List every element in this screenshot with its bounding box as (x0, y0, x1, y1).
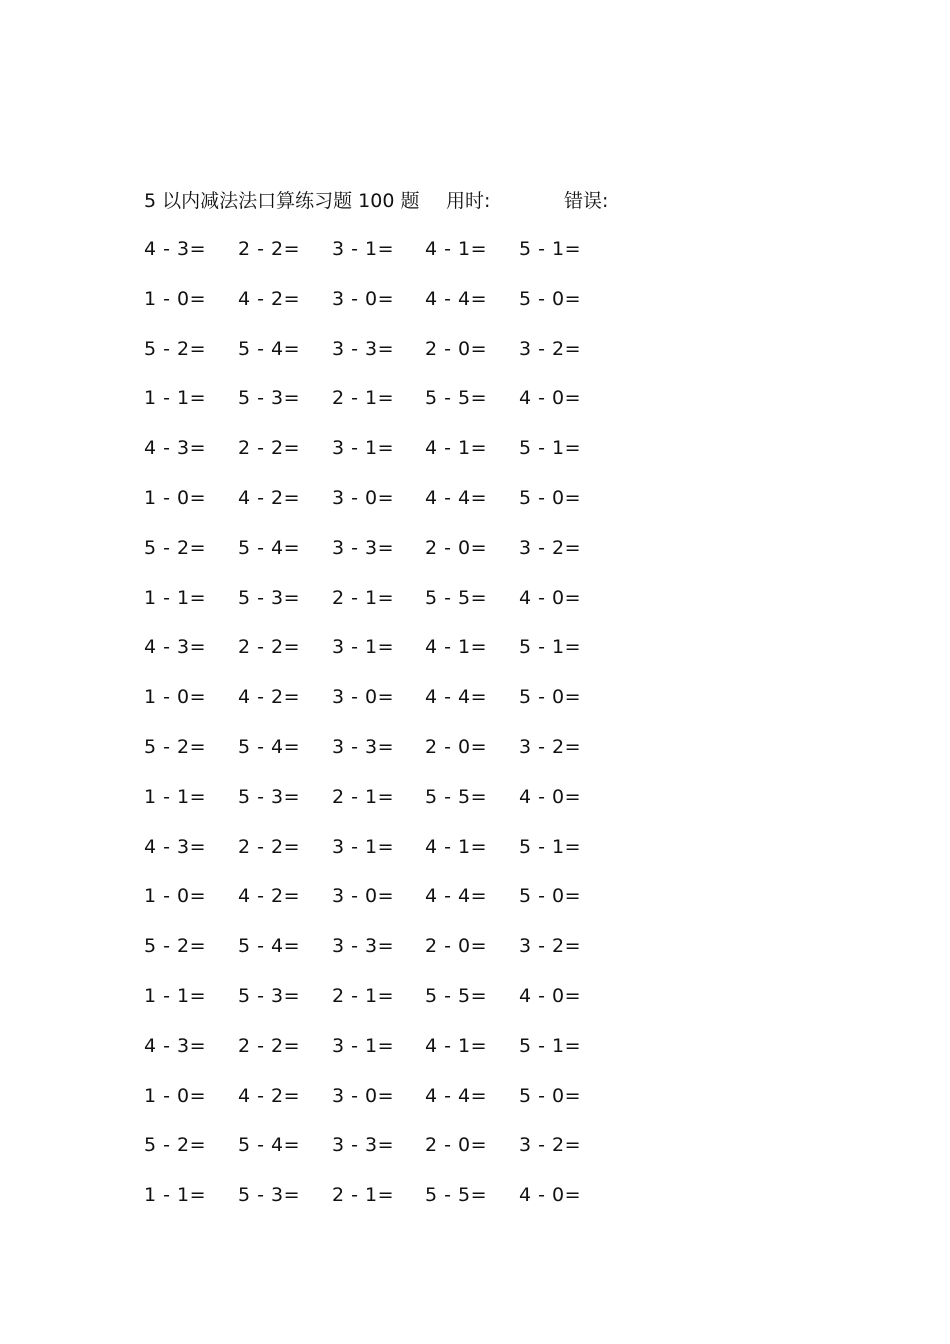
problem-row (144, 433, 644, 483)
subtraction-problem: 5 - 0= (519, 486, 582, 509)
subtraction-problem: 3 - 1= (332, 835, 395, 858)
problem-row (144, 284, 644, 334)
subtraction-problem: 5 - 3= (238, 984, 301, 1007)
subtraction-problem: 5 - 1= (519, 437, 582, 460)
problem-row (144, 931, 644, 981)
problem-row (144, 1081, 644, 1131)
time-used-label: 用时: (446, 190, 491, 212)
subtraction-problem: 5 - 3= (238, 586, 301, 609)
subtraction-problem: 5 - 2= (144, 735, 207, 758)
subtraction-problem: 3 - 3= (332, 536, 395, 559)
subtraction-problem: 5 - 5= (425, 984, 488, 1007)
subtraction-problem: 3 - 2= (519, 337, 582, 360)
subtraction-problem: 3 - 2= (519, 1134, 582, 1157)
worksheet-title: 5 以内减法法口算练习题 100 题 (144, 190, 420, 212)
problem-row (144, 832, 644, 882)
subtraction-problem: 1 - 1= (144, 984, 207, 1007)
subtraction-problem: 2 - 1= (332, 1184, 395, 1207)
subtraction-problem: 4 - 3= (144, 835, 207, 858)
subtraction-problem: 5 - 0= (519, 287, 582, 310)
subtraction-problem: 1 - 1= (144, 387, 207, 410)
subtraction-problem: 3 - 1= (332, 238, 395, 260)
subtraction-problem: 1 - 0= (144, 1084, 207, 1107)
subtraction-problem: 1 - 0= (144, 686, 207, 709)
subtraction-problem: 4 - 2= (238, 1084, 301, 1107)
subtraction-problem: 4 - 3= (144, 636, 207, 659)
problem-row (144, 334, 644, 384)
subtraction-problem: 4 - 2= (238, 287, 301, 310)
subtraction-problem: 3 - 2= (519, 735, 582, 758)
subtraction-problem: 2 - 0= (425, 735, 488, 758)
subtraction-problem: 4 - 3= (144, 437, 207, 460)
subtraction-problem: 1 - 0= (144, 287, 207, 310)
subtraction-problem: 2 - 0= (425, 1134, 488, 1157)
subtraction-problem: 4 - 4= (425, 486, 488, 509)
subtraction-problem: 4 - 4= (425, 885, 488, 908)
subtraction-problem: 4 - 2= (238, 885, 301, 908)
subtraction-problem: 4 - 4= (425, 1084, 488, 1107)
subtraction-problem: 4 - 1= (425, 636, 488, 659)
subtraction-problem: 4 - 3= (144, 238, 207, 260)
problem-row (144, 234, 644, 284)
subtraction-problem: 3 - 0= (332, 287, 395, 310)
subtraction-problem: 4 - 0= (519, 387, 582, 410)
subtraction-problem: 4 - 1= (425, 1034, 488, 1057)
subtraction-problem: 4 - 4= (425, 287, 488, 310)
subtraction-problem: 2 - 0= (425, 935, 488, 958)
subtraction-problem: 2 - 1= (332, 586, 395, 609)
subtraction-problem: 3 - 0= (332, 686, 395, 709)
subtraction-problem: 4 - 1= (425, 238, 488, 260)
subtraction-problem: 1 - 0= (144, 885, 207, 908)
subtraction-problem: 5 - 1= (519, 636, 582, 659)
subtraction-problem: 4 - 2= (238, 686, 301, 709)
subtraction-problem: 2 - 2= (238, 437, 301, 460)
subtraction-problem: 1 - 1= (144, 785, 207, 808)
problem-row (144, 1031, 644, 1081)
problem-row (144, 732, 644, 782)
subtraction-problem: 3 - 1= (332, 636, 395, 659)
subtraction-problem: 4 - 0= (519, 1184, 582, 1207)
problem-row (144, 782, 644, 832)
problem-row (144, 632, 644, 682)
subtraction-problem: 5 - 1= (519, 238, 582, 260)
subtraction-problem: 4 - 2= (238, 486, 301, 509)
subtraction-problem: 3 - 3= (332, 337, 395, 360)
subtraction-problem: 1 - 1= (144, 1184, 207, 1207)
subtraction-problem: 3 - 1= (332, 437, 395, 460)
problem-row (144, 981, 644, 1031)
subtraction-problem: 2 - 2= (238, 835, 301, 858)
subtraction-problem: 5 - 4= (238, 536, 301, 559)
subtraction-problem: 5 - 4= (238, 735, 301, 758)
subtraction-problem: 3 - 3= (332, 935, 395, 958)
subtraction-problem: 5 - 1= (519, 835, 582, 858)
subtraction-problem: 1 - 0= (144, 486, 207, 509)
subtraction-problem: 4 - 1= (425, 437, 488, 460)
errors-label: 错误: (564, 190, 609, 212)
subtraction-problem: 5 - 5= (425, 586, 488, 609)
subtraction-problem: 3 - 3= (332, 735, 395, 758)
subtraction-problem: 2 - 2= (238, 636, 301, 659)
subtraction-problem: 4 - 1= (425, 835, 488, 858)
subtraction-problem: 2 - 0= (425, 536, 488, 559)
subtraction-problem: 2 - 0= (425, 337, 488, 360)
problem-row (144, 1130, 644, 1180)
subtraction-problem: 5 - 3= (238, 387, 301, 410)
problem-row (144, 383, 644, 433)
subtraction-problem: 1 - 1= (144, 586, 207, 609)
subtraction-problem: 4 - 4= (425, 686, 488, 709)
subtraction-problem: 5 - 2= (144, 337, 207, 360)
subtraction-problem: 4 - 0= (519, 984, 582, 1007)
subtraction-problem: 5 - 5= (425, 387, 488, 410)
subtraction-problem: 5 - 5= (425, 785, 488, 808)
subtraction-problem: 2 - 2= (238, 1034, 301, 1057)
subtraction-problem: 5 - 2= (144, 1134, 207, 1157)
subtraction-problem: 5 - 1= (519, 1034, 582, 1057)
subtraction-problem: 2 - 1= (332, 785, 395, 808)
subtraction-problem: 5 - 3= (238, 785, 301, 808)
subtraction-problem: 3 - 3= (332, 1134, 395, 1157)
subtraction-problem: 4 - 0= (519, 785, 582, 808)
subtraction-problem: 3 - 1= (332, 1034, 395, 1057)
subtraction-problem: 3 - 0= (332, 885, 395, 908)
subtraction-problem: 5 - 3= (238, 1184, 301, 1207)
subtraction-problem: 5 - 0= (519, 1084, 582, 1107)
subtraction-problem: 5 - 0= (519, 885, 582, 908)
subtraction-problem: 3 - 0= (332, 1084, 395, 1107)
problem-row (144, 483, 644, 533)
subtraction-problem: 4 - 0= (519, 586, 582, 609)
subtraction-problem: 3 - 0= (332, 486, 395, 509)
problem-grid (144, 234, 644, 1230)
problem-row (144, 583, 644, 633)
subtraction-problem: 5 - 4= (238, 1134, 301, 1157)
subtraction-problem: 2 - 1= (332, 387, 395, 410)
problem-row (144, 881, 644, 931)
subtraction-problem: 3 - 2= (519, 935, 582, 958)
subtraction-problem: 3 - 2= (519, 536, 582, 559)
problem-row (144, 1180, 644, 1230)
subtraction-problem: 5 - 0= (519, 686, 582, 709)
subtraction-problem: 5 - 4= (238, 935, 301, 958)
subtraction-problem: 5 - 2= (144, 935, 207, 958)
subtraction-problem: 2 - 1= (332, 984, 395, 1007)
subtraction-problem: 2 - 2= (238, 238, 301, 260)
problem-row (144, 682, 644, 732)
subtraction-problem: 5 - 2= (144, 536, 207, 559)
subtraction-problem: 5 - 4= (238, 337, 301, 360)
subtraction-problem: 5 - 5= (425, 1184, 488, 1207)
problem-row (144, 533, 644, 583)
subtraction-problem: 4 - 3= (144, 1034, 207, 1057)
